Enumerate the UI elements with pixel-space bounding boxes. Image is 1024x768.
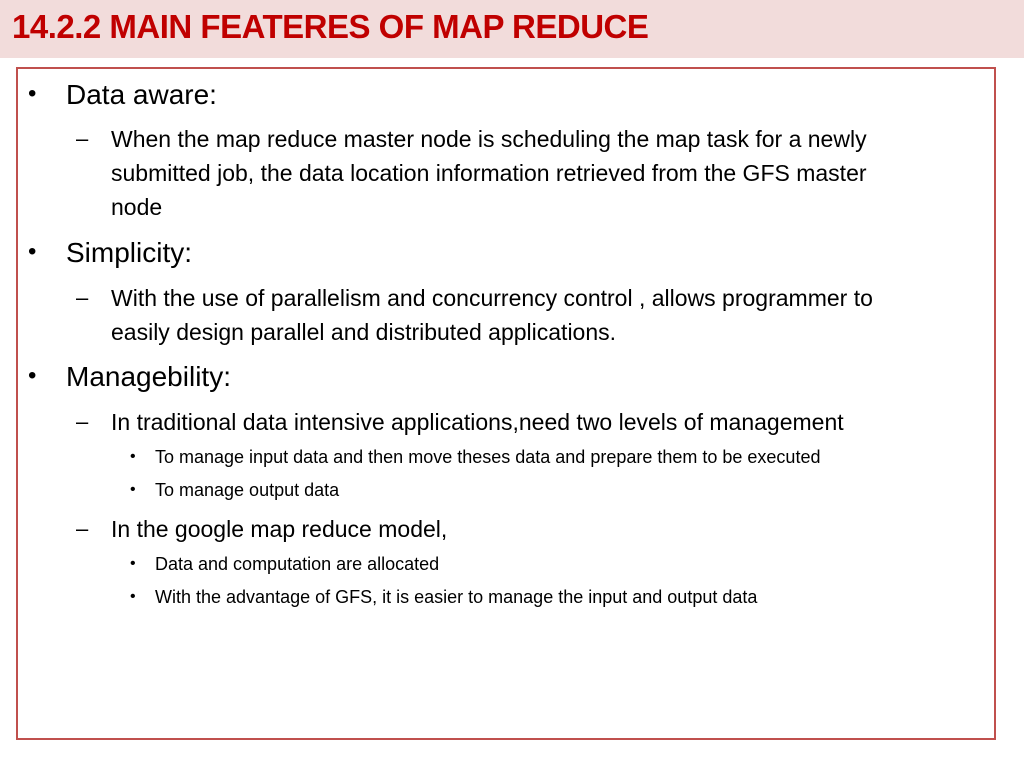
sub-point: To manage output data (155, 480, 340, 500)
title-bar (0, 0, 1024, 58)
slide-title: 14.2.2 MAIN FEATERES OF MAP REDUCE (12, 8, 649, 45)
section-heading-simplicity: Simplicity: (66, 237, 193, 268)
sub-item-line: submitted job, the data location information retrieved from the GFS master (111, 160, 867, 186)
sub-item-line: node (111, 194, 163, 220)
section-heading-managebility: Managebility: (66, 361, 231, 392)
dash-icon: – (76, 285, 89, 310)
small-bullet-icon: • (130, 448, 136, 465)
section-heading-data-aware: Data aware: (66, 79, 217, 110)
sub-item-line: easily design parallel and distributed applications. (111, 319, 617, 345)
sub-point: To manage input data and then move theses data and prepare them to be executed (155, 447, 821, 467)
bullet-icon: • (28, 362, 37, 389)
sub-item-line: In traditional data intensive applications,need two levels of management (111, 409, 844, 435)
small-bullet-icon: • (130, 481, 136, 498)
bullet-icon: • (28, 80, 37, 107)
small-bullet-icon: • (130, 588, 136, 605)
dash-icon: – (76, 516, 89, 541)
dash-icon: – (76, 409, 89, 434)
sub-point: With the advantage of GFS, it is easier to manage the input and output data (155, 587, 758, 607)
sub-item-line: With the use of parallelism and concurrency control , allows programmer to (111, 285, 873, 311)
small-bullet-icon: • (130, 555, 136, 572)
bullet-icon: • (28, 238, 37, 265)
sub-item-line: In the google map reduce model, (111, 516, 448, 542)
sub-item-line: When the map reduce master node is scheduling the map task for a newly (111, 126, 867, 152)
sub-point: Data and computation are allocated (155, 554, 440, 574)
dash-icon: – (76, 126, 89, 151)
